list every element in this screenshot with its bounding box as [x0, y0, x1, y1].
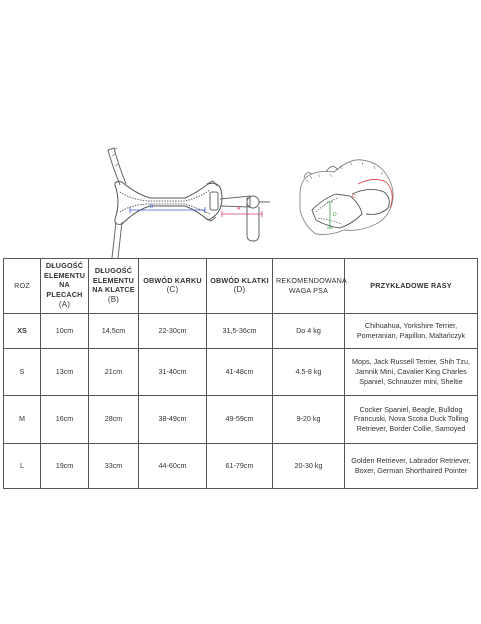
table-row: [4, 348, 478, 395]
cell-back-length: 10cm: [41, 313, 89, 348]
cell-neck-girth: 31-40cm: [139, 348, 207, 395]
dog-harness-diagram: [300, 160, 393, 235]
label-c: C: [352, 194, 356, 200]
cell-back-length: 16cm: [41, 395, 89, 443]
harness-diagrams: [0, 140, 481, 258]
label-a: A: [237, 206, 241, 212]
cell-neck-girth: 38-49cm: [139, 395, 207, 443]
cell-size: S: [4, 348, 41, 395]
cell-chest-girth: 31,5-36cm: [207, 313, 273, 348]
header-neck-girth-title: OBWÓD KARKU: [143, 275, 202, 285]
header-chest-length-sub: (B): [107, 295, 120, 305]
cell-chest-length: 21cm: [89, 348, 139, 395]
cell-weight: 20-30 kg: [273, 443, 345, 488]
label-b: B: [150, 204, 154, 210]
header-back-length-title: DŁUGOŚĆ ELEMENTU NA PLECACH: [44, 261, 86, 300]
cell-size: M: [4, 395, 41, 443]
header-weight: REKOMENDOWANA WAGA PSA: [273, 259, 345, 314]
flat-harness-diagram: [108, 148, 270, 258]
header-chest-length: [89, 259, 139, 314]
cell-chest-length: 14,5cm: [89, 313, 139, 348]
header-roz: ROZ: [4, 259, 41, 314]
size-table: [3, 258, 478, 489]
cell-neck-girth: 44-60cm: [139, 443, 207, 488]
header-chest-girth-title: OBWÓD KLATKI: [210, 275, 269, 285]
cell-back-length: 19cm: [41, 443, 89, 488]
table-row: [4, 313, 478, 348]
header-back-length: [41, 259, 89, 314]
table-header-row: [4, 259, 478, 314]
header-chest-girth: [207, 259, 273, 314]
table-row: [4, 443, 478, 488]
table-row: [4, 395, 478, 443]
cell-weight: 9-20 kg: [273, 395, 345, 443]
cell-breeds: Mops, Jack Russell Terrier, Shih Tzu, Jamnik Mini, Cavalier King Charles Spaniel, Schnauzer mini, Sheltie: [345, 348, 478, 395]
cell-breeds: Chihuahua, Yorkshire Terrier, Pomeranian, Papillon, Maltańczyk: [345, 313, 478, 348]
cell-breeds: Golden Retriever, Labrador Retriever, Boxer, German Shorthaired Pointer: [345, 443, 478, 488]
header-neck-girth: [139, 259, 207, 314]
header-chest-girth-sub: (D): [233, 285, 246, 295]
cell-size: XS: [4, 313, 41, 348]
cell-chest-length: 28cm: [89, 395, 139, 443]
cell-chest-length: 33cm: [89, 443, 139, 488]
header-breeds: PRZYKŁADOWE RASY: [345, 259, 478, 314]
cell-back-length: 13cm: [41, 348, 89, 395]
cell-neck-girth: 22-30cm: [139, 313, 207, 348]
cell-breeds: Cocker Spaniel, Beagle, Bulldog Francuski, Nova Scotia Duck Tolling Retriever, Border Collie, Samoyed: [345, 395, 478, 443]
cell-weight: Do 4 kg: [273, 313, 345, 348]
cell-chest-girth: 61-79cm: [207, 443, 273, 488]
header-back-length-sub: (A): [58, 299, 71, 309]
label-d: D: [333, 212, 337, 218]
header-chest-length-title: DŁUGOŚĆ ELEMENTU NA KLATCE: [92, 265, 135, 295]
cell-chest-girth: 49-59cm: [207, 395, 273, 443]
cell-weight: 4.5-8 kg: [273, 348, 345, 395]
cell-size: L: [4, 443, 41, 488]
header-neck-girth-sub: (C): [166, 285, 179, 295]
cell-chest-girth: 41-48cm: [207, 348, 273, 395]
